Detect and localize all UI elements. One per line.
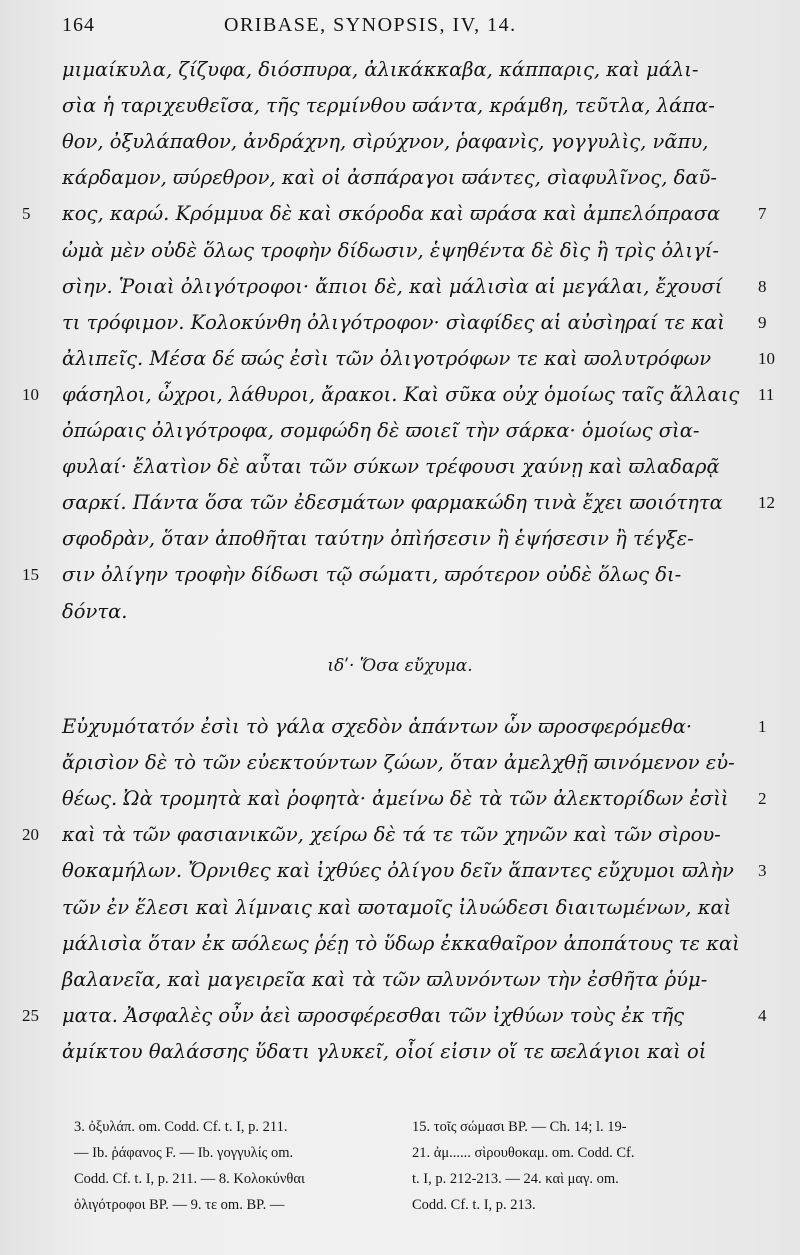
text-line: δόντα.	[62, 599, 128, 623]
margin-section-number: 4	[758, 1005, 767, 1025]
text-line: ματα. Ἀσφαλὲς οὖν ἀεὶ ϖροσφέρεσθαι τῶν ἰχθύων τοὺς ἐκ τῆς	[62, 1003, 685, 1027]
text-line: φάσηλοι, ὦχροι, λάθυροι, ἄρακοι. Καὶ σῦκα οὐχ ὁμοίως ταῖς ἄλλαις	[62, 382, 740, 406]
text-line: Εὐχυμότατόν ἐσὶι τὸ γάλα σχεδὸν ἁπάντων ὧν ϖροσφερόμεθα·	[62, 715, 693, 738]
text-line: σιν ὀλίγην τροφὴν δίδωσι τῷ σώματι, ϖρότερον οὐδὲ ὅλως δι-	[62, 563, 682, 587]
text-line: καὶ τὰ τῶν φασιανικῶν, χείρω δὲ τά τε τῶν χηνῶν καὶ τῶν σὶρου-	[62, 823, 721, 847]
footnote-line: ὀλιγότροφοι BP. — 9. τε om. BP. —	[74, 1197, 285, 1213]
margin-section-number: 7	[758, 204, 767, 224]
text-line: βαλανεῖα, καὶ μαγειρεῖα καὶ τὰ τῶν ϖλυνόντων τὴν ἐσθῆτα ῥύμ-	[62, 967, 708, 991]
margin-section-number: 2	[758, 789, 767, 809]
text-line: σὶα ἡ ταριχευθεῖσα, τῆς τερμίνθου ϖάντα, κράμϐη, τεῦτλα, λάπα-	[62, 94, 715, 118]
margin-section-number: 1	[758, 717, 767, 736]
margin-line-number: 25	[22, 1005, 39, 1025]
text-line: φυλαί· ἔλατὶον δὲ αὗται τῶν σύκων τρέφουσι χαύνῃ καὶ ϖλαδαρᾷ	[62, 455, 720, 479]
text-line: μάλισὶα ὅταν ἐκ ϖόλεως ῥέῃ τὸ ὕδωρ ἐκκαθαῖρον ἀποπάτους τε καὶ	[62, 931, 740, 955]
margin-line-number: 20	[22, 825, 39, 845]
running-header	[62, 14, 562, 42]
footnote-line: — Ib. ῥάφανος F. — Ib. γογγυλίς om.	[74, 1145, 294, 1161]
text-line: κάρδαμον, ϖύρεθρον, καὶ οἱ ἀσπάραγοι ϖάντες, σὶαφυλῖνος, δαῦ-	[62, 166, 717, 190]
text-line: κος, καρώ. Κρόμμυα δὲ καὶ σκόροδα καὶ ϖράσα καὶ ἀμπελόπρασα	[62, 202, 721, 226]
text-line: μιμαίκυλα, ζίζυφα, διόσπυρα, ἀλικάκκαβα, κάππαρις, καὶ μάλι-	[62, 58, 699, 81]
text-line: ἀλιπεῖς. Μέσα δέ ϖώς ἐσὶι τῶν ὀλιγοτρόφων τε καὶ ϖολυτρόφων	[62, 346, 712, 370]
text-line: ὠμὰ μὲν οὐδὲ ὅλως τροφὴν δίδωσιν, ἑψηθέντα δὲ δὶς ἢ τρὶς ὀλιγί-	[62, 238, 719, 262]
margin-section-number: 10	[758, 348, 775, 368]
text-line: ἀμίκτου θαλάσσης ὕδατι γλυκεῖ, οἷοί εἰσιν οἵ τε ϖελάγιοι καὶ οἱ	[62, 1039, 707, 1063]
page-number: 164	[62, 14, 95, 36]
text-line: σὶην. Ῥοιαὶ ὀλιγότροφοι· ἄπιοι δὲ, καὶ μάλισὶα αἱ μεγάλαι, ἔχουσί	[62, 274, 723, 298]
margin-section-number: 8	[758, 276, 767, 296]
text-line: σαρκί. Πάντα ὅσα τῶν ἐδεσμάτων φαρμακώδη τινὰ ἔχει ϖοιότητα	[62, 491, 723, 515]
margin-line-number: 5	[22, 204, 31, 224]
text-line: θοκαμήλων. Ὄρνιθες καὶ ἰχθύες ὀλίγου δεῖν ἅπαντες εὔχυμοι ϖλὴν	[62, 859, 734, 883]
footnote-line: 21. ἀμ...... σὶρουθοκαμ. om. Codd. Cf.	[412, 1145, 635, 1161]
text-line: θέως. Ὠὰ τρομητὰ καὶ ῥοφητὰ· ἀμείνω δὲ τὰ τῶν ἀλεκτορίδων ἐσὶὶ	[62, 787, 729, 811]
margin-section-number: 12	[758, 493, 775, 513]
margin-line-number: 10	[22, 384, 39, 404]
footnote-line: t. I, p. 212-213. — 24. καὶ μαγ. om.	[412, 1171, 619, 1187]
margin-section-number: 3	[758, 861, 767, 881]
footnote-line: 15. τοῖς σώμασι BP. — Ch. 14; l. 19-	[412, 1119, 627, 1135]
margin-section-number: 11	[758, 384, 775, 404]
text-line: ὀπώραις ὀλιγότροφα, σομφώδη δὲ ϖοιεῖ τὴν σάρκα· ὁμοίως σὶα-	[62, 419, 700, 442]
text-line: σφοδρὰν, ὅταν ἀποθῆται ταύτην ὀπὶήσεσιν ἢ ἑψήσεσιν ἢ τέγξε-	[62, 527, 694, 551]
running-title: ORIBASE, SYNOPSIS, IV, 14.	[224, 14, 517, 36]
text-line: ἄρισὶον δὲ τὸ τῶν εὐεκτούντων ζώων, ὅταν ἀμελχθῇ ϖινόμενον εὐ-	[62, 751, 735, 775]
chapter-subheading: ιδʹ· Ὅσα εὔχυμα.	[327, 656, 473, 676]
margin-line-number: 15	[22, 565, 39, 585]
margin-section-number: 9	[758, 312, 767, 332]
footnote-line: 3. ὀξυλάπ. om. Codd. Cf. t. I, p. 211.	[74, 1119, 288, 1135]
footnote-line: Codd. Cf. t. I, p. 211. — 8. Κολοκύνθαι	[74, 1171, 305, 1187]
text-line: τῶν ἐν ἕλεσι καὶ λίμναις καὶ ϖοταμοῖς ἰλυώδεσι διαιτωμένων, καὶ	[62, 895, 732, 919]
text-line: θον, ὀξυλάπαθον, ἀνδράχνη, σὶρύχνον, ῥαφανὶς, γογγυλὶς, νᾶπυ,	[62, 130, 709, 154]
text-line: τι τρόφιμον. Κολοκύνθη ὀλιγότροφον· σὶαφίδες αἱ αὐσὶηραί τε καὶ	[62, 310, 725, 334]
footnote-line: Codd. Cf. t. I, p. 213.	[412, 1197, 536, 1213]
